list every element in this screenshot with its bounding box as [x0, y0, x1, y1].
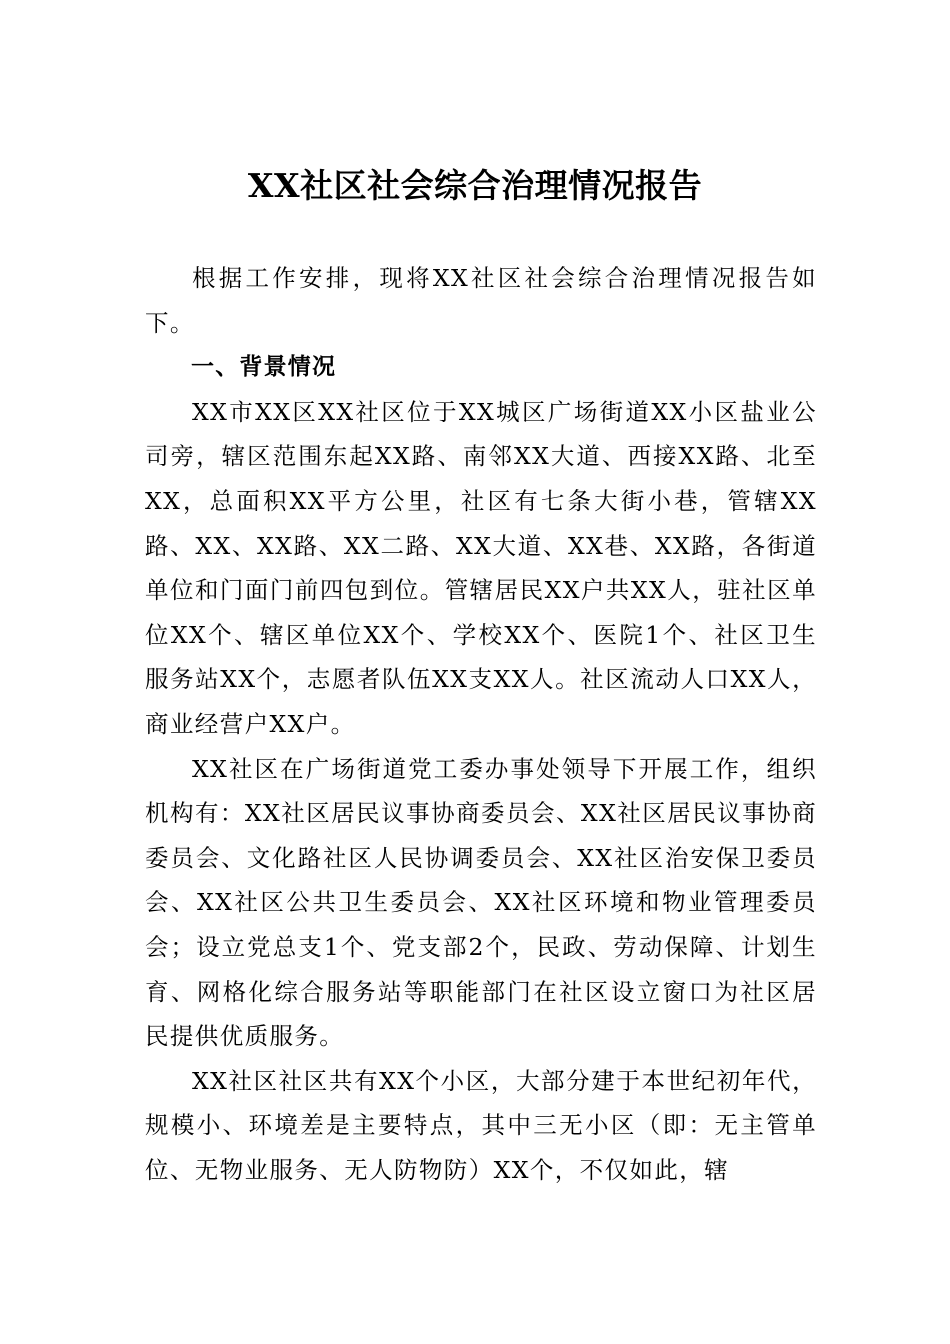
section-heading-background: 一、背景情况	[191, 354, 337, 381]
paragraph-location: XX市XX区XX社区位于XX城区广场街道XX小区盐业公司旁，辖区范围东起XX路、南邻XX大道、西接XX路、北至XX，总面积XX平方公里，社区有七条大街小巷，管辖XX路、XX、XX路、XX二路、XX大道、XX巷、XX路，各街道单位和门面门前四包到位。管辖居民XX户共XX人，驻社区单位XX个、辖区单位XX个、学校XX个、医院1个、社区卫生服务站XX个，志愿者队伍XX支XX人。社区流动人口XX人，商业经营户XX户。	[145, 397, 817, 738]
document-body	[145, 256, 817, 1192]
document-title: XX社区社会综合治理情况报告	[247, 166, 703, 205]
paragraph-organization: XX社区在广场街道党工委办事处领导下开展工作，组织机构有：XX社区居民议事协商委员会、XX社区居民议事协商委员会、文化路社区人民协调委员会、XX社区治安保卫委员会、XX社区公共卫生委员会、XX社区环境和物业管理委员会；设立党总支1个、党支部2个，民政、劳动保障、计划生育、网格化综合服务站等职能部门在社区设立窗口为社区居民提供优质服务。	[145, 754, 817, 1051]
intro-paragraph: 根据工作安排，现将XX社区社会综合治理情况报告如下。	[145, 264, 817, 337]
paragraph-neighborhoods: XX社区社区共有XX个小区，大部分建于本世纪初年代，规模小、环境差是主要特点，其中三无小区（即：无主管单位、无物业服务、无人防物防）XX个，不仅如此，辖	[145, 1066, 817, 1184]
